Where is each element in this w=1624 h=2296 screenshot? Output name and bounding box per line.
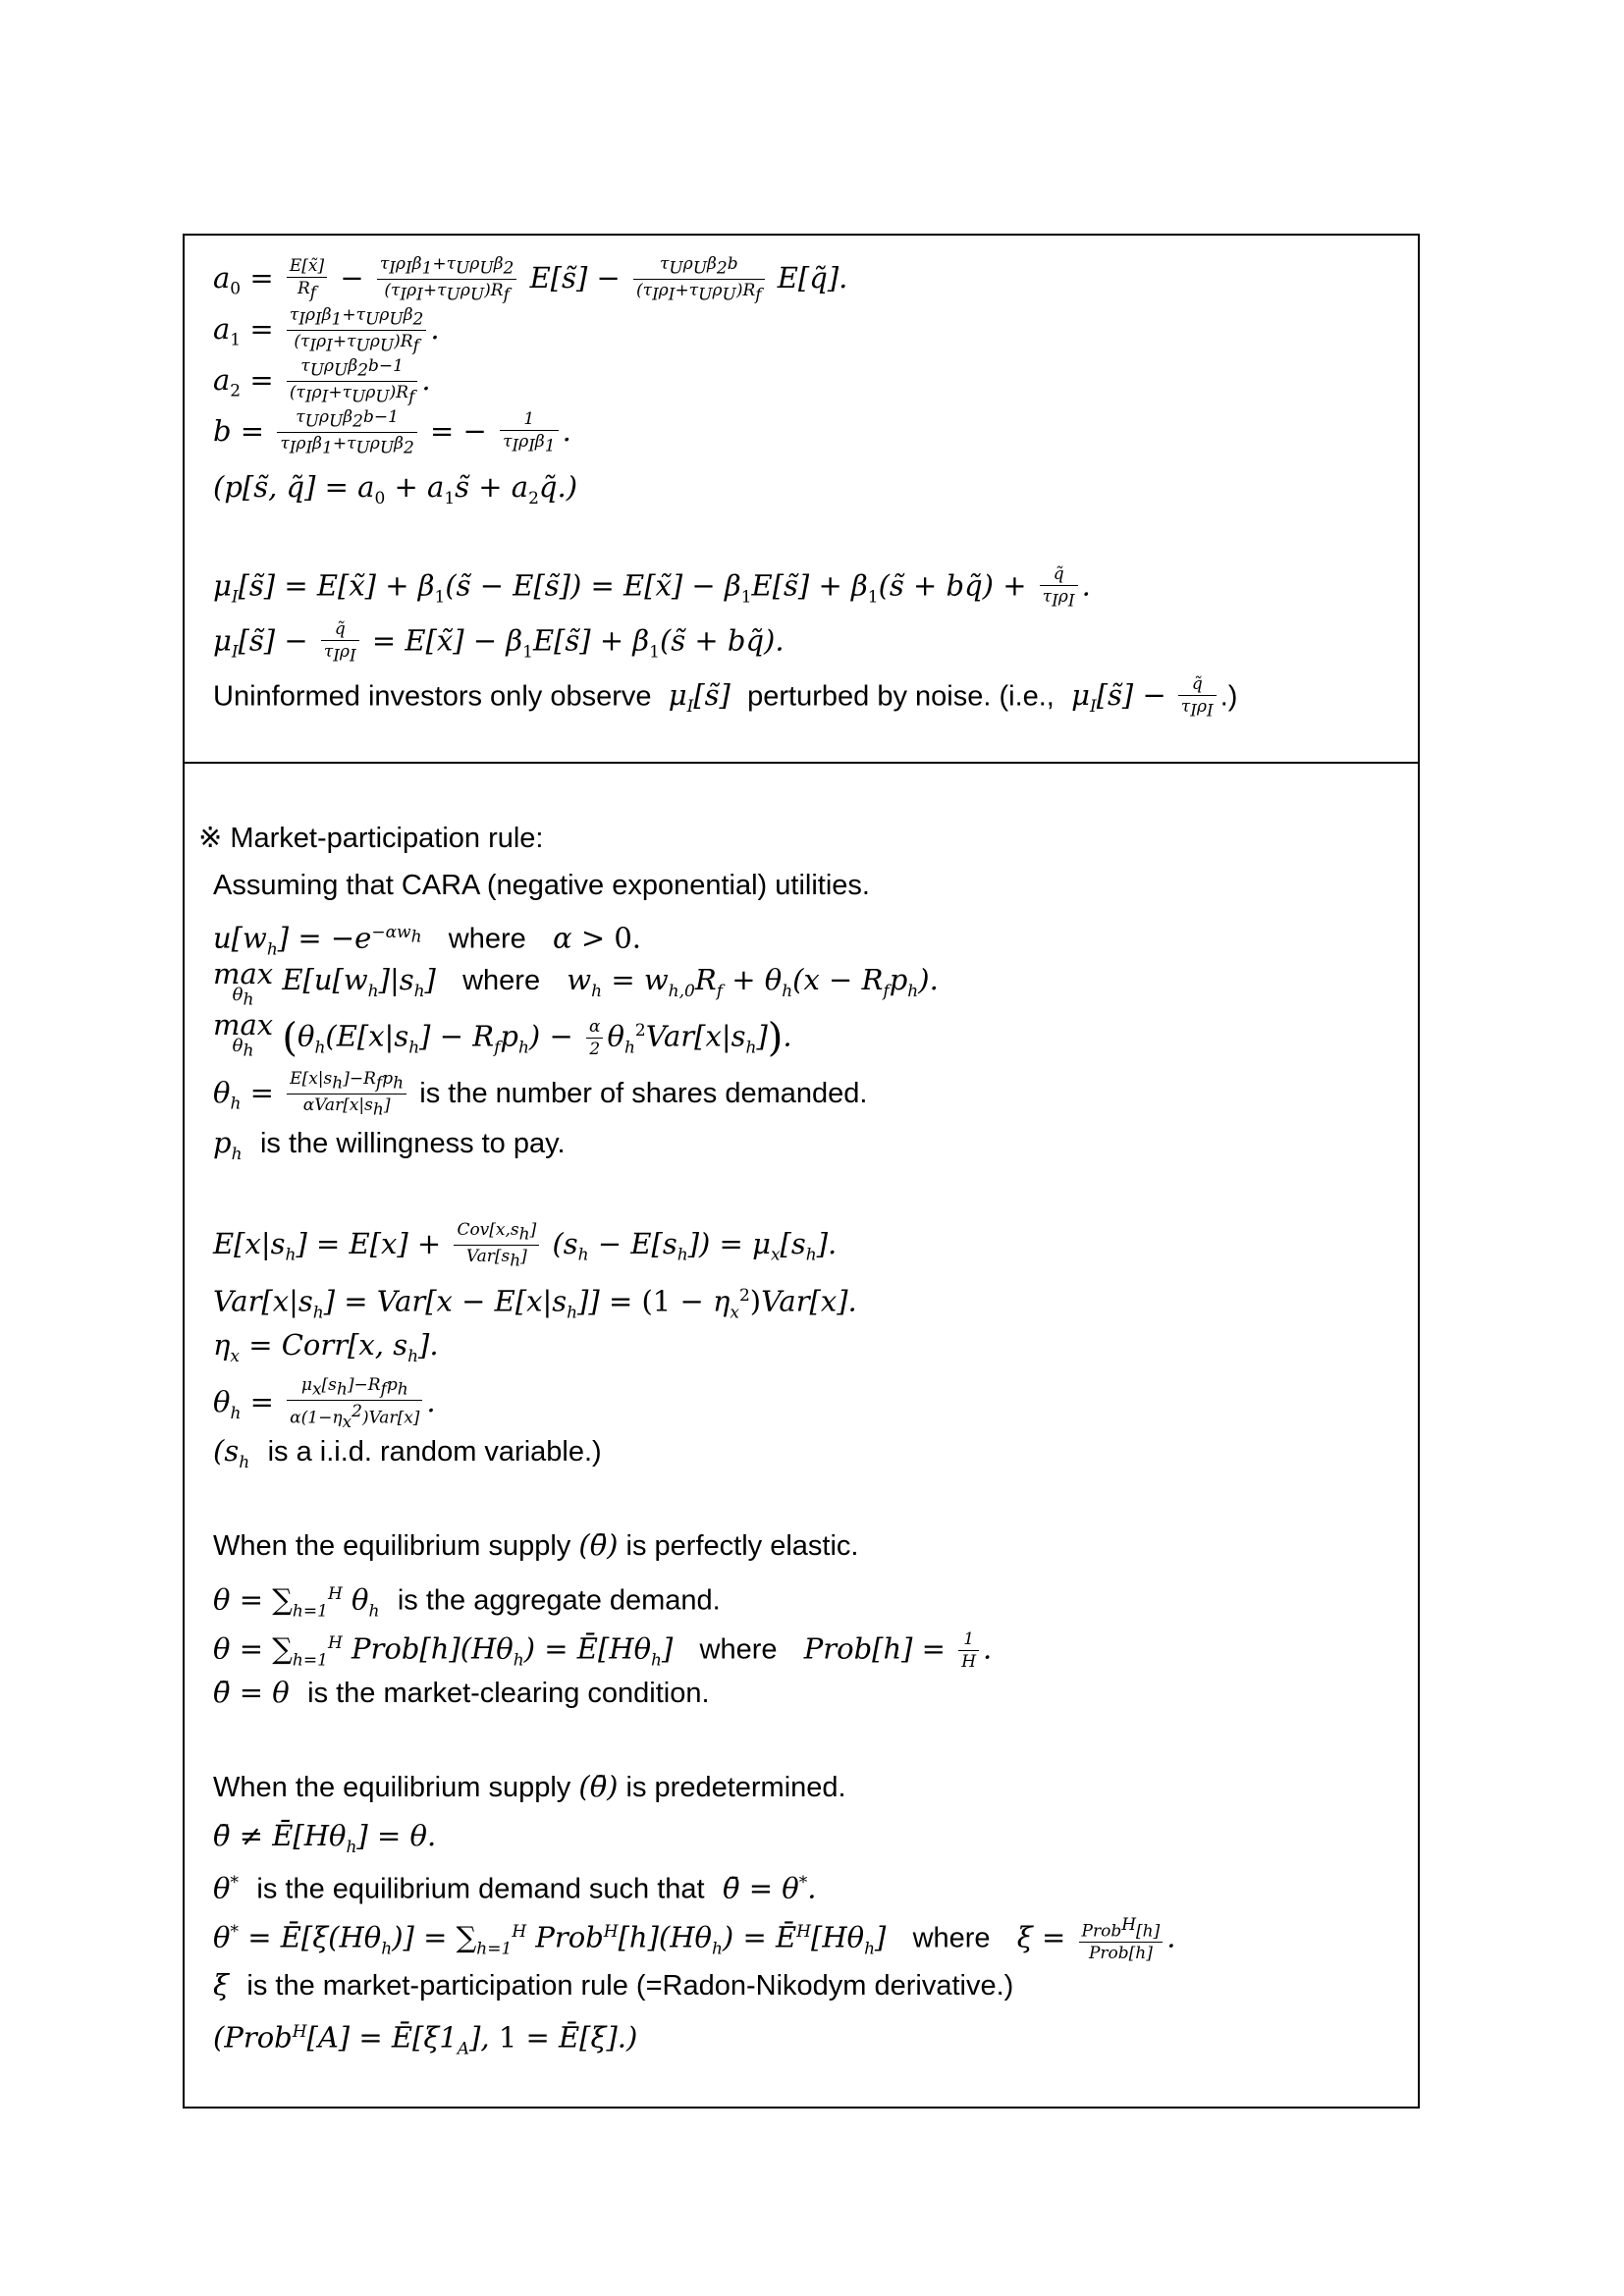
where-label: where	[462, 965, 541, 996]
where-label: where	[699, 1633, 778, 1666]
equation-price: (p[s̃, q̃] = $a_0$ + $a_1s̃$ + $a_2q̃$.)	[213, 470, 578, 508]
where-label: where	[912, 1922, 991, 1954]
equation-aggregate-demand: $\theta = \sum_{h=1}^H$ $\theta_h$ is the aggregate demand.	[213, 1582, 721, 1622]
iid-text: is a i.i.d. random variable.)	[267, 1436, 602, 1468]
aggregate-text: is the aggregate demand.	[397, 1584, 721, 1617]
elastic-title-line: When the equilibrium supply (θ̄) is perfectly elastic.	[213, 1528, 859, 1562]
equation-a0: $a_0$ = $\frac{E[x̃]}{R_f}$ − $\tau_I\rho_I\beta_1+\tau_U\rho_U\beta_2$ $(\tau_I\rho_I+\tau_U\rho_U)R_f$ E[s̃] − $\tau_U\rho_U\beta_2b$ $(\tau_I\rho_I+\tau_U\rho_U)R_f$ E[q̃].	[213, 254, 848, 305]
equation-mu-i: $\mu_I[s̃]$ = E[x̃] + $\beta_1(s̃$ − E[s̃]) = E[x̃] − $\beta_1E[s̃]$ + $\beta_1(s̃$ + bq̃) + q̃ $\tau_I\rho_I$ .	[213, 564, 1091, 612]
equation-max-mean-variance: max $\theta_h$ ($\theta_h(E[x|s_h] - R_fp_h)$ − $\frac{\alpha}{2}$ $\theta_h^2Var[x|s_h]$).	[213, 1008, 792, 1061]
where-label: where	[448, 923, 526, 955]
equation-prob-h: (Prob$^H$[A] = $Ē[\xi 1_A]$, 1 = Ē[ξ].)	[213, 2020, 638, 2059]
equation-not-equal: θ̄ ≠ $Ē[H\theta_h] = \theta$.	[213, 1819, 437, 1857]
uninformed-text-a: Uninformed investors only observe	[213, 680, 652, 713]
equation-a2: $a_2$ = $\tau_U\rho_U\beta_2b-1$ $(\tau_I\rho_I+\tau_U\rho_U)R_f$ .	[213, 356, 431, 407]
equation-theta-demand: $\theta_h$ = $E[x|s_h]-R_fp_h$ $\alpha Var[x|s_h]$ is the number of shares demanded.	[213, 1069, 868, 1120]
equation-conditional-variance: $Var[x|s_h] = Var[x - E[x|s_h]] = (1 - \eta_x^2)Var[x]$.	[213, 1284, 857, 1323]
shares-text: is the number of shares demanded.	[419, 1077, 868, 1109]
willingness-line: $p_h$ is the willingness to pay.	[213, 1126, 566, 1164]
equation-utility: $u[w_h] = -e^{-\alpha w_h}$ where α > 0.	[213, 921, 641, 960]
willingness-text: is the willingness to pay.	[259, 1128, 566, 1159]
market-participation-box	[183, 762, 1420, 2109]
clearing-text: is the market-clearing condition.	[307, 1678, 710, 1709]
equation-mu-i-shifted: $\mu_I[s̃]$ − q̃ $\tau_I\rho_I$ = E[x̃] − $\beta_1E[s̃]$ + $\beta_1(s̃$ + bq̃).	[213, 619, 785, 667]
uninformed-text-b: perturbed by noise. (i.e.,	[747, 680, 1055, 713]
equation-theta-star: $\theta^* = Ē[\xi(H\theta_h)] = \sum_{h=1}^H$ $Prob^H[h](H\theta_h)$ = $Ē^H[H\theta_h]$ where ξ = Prob$^H$[h] Prob[h] .	[213, 1914, 1176, 1964]
rule-text: is the market-participation rule (=Radon-Nikodym derivative.)	[246, 1970, 1014, 2002]
assumption-text: Assuming that CARA (negative exponential) utilities.	[213, 870, 870, 901]
section-heading	[198, 819, 543, 858]
iid-line: ($s_h$ is a i.i.d. random variable.)	[213, 1434, 602, 1472]
equation-correlation: $\eta_x$ = Corr[x, $s_h$].	[213, 1328, 439, 1366]
equation-theta-mu: $\theta_h$ = $\mu_x[s_h]-R_fp_h$ $\alpha(1-\eta_x^2)Var[x]$ .	[213, 1375, 436, 1433]
equation-a1: $a_1$ = $\tau_I\rho_I\beta_1+\tau_U\rho_U\beta_2$ $(\tau_I\rho_I+\tau_U\rho_U)R_f$ .	[213, 305, 440, 356]
predet-title-a: When the equilibrium supply	[213, 1772, 571, 1803]
elastic-title-a: When the equilibrium supply	[213, 1530, 571, 1562]
equilibrium-coefficients-box	[183, 234, 1420, 764]
heading-text: ※ Market-participation rule:	[198, 823, 544, 854]
predet-title-b: is predetermined.	[625, 1772, 846, 1803]
eqdemand-text: is the equilibrium demand such that	[256, 1873, 705, 1905]
assumption-line	[213, 866, 870, 905]
equation-max-expected-utility: max $\theta_h$ $E[u[w_h]|s_h]$ where $w_h = w_{h,0}R_f + \theta_h(x - R_fp_h)$.	[213, 957, 939, 1010]
equilibrium-demand-line: θ* is the equilibrium demand such that θ̄ = θ*.	[213, 1871, 817, 1905]
equation-aggregate-prob: $\theta = \sum_{h=1}^H$ $Prob[h](H\theta_h)$ = $Ē[H\theta_h]$ where Prob[h] = $\frac{1}{H}$ .	[213, 1629, 993, 1673]
market-clearing-line: θ̄ = θ is the market-clearing condition.	[213, 1676, 710, 1709]
predetermined-title-line: When the equilibrium supply (θ̄) is predetermined.	[213, 1770, 846, 1803]
elastic-title-b: is perfectly elastic.	[625, 1530, 859, 1562]
uninformed-observation-line: Uninformed investors only observe $\mu_I[s̃]$ perturbed by noise. (i.e., $\mu_I[s̃]$ − q̃ $\tau_I\rho_I$ .)	[213, 674, 1238, 721]
rule-line: ξ is the market-participation rule (=Radon-Nikodym derivative.)	[213, 1968, 1014, 2002]
equation-b: b = $\tau_U\rho_U\beta_2b-1$ $\tau_I\rho_I\beta_1+\tau_U\rho_U\beta_2$ = − 1 $\tau_I\rho_I\beta_1$ .	[213, 407, 571, 458]
equation-conditional-mean: $E[x|s_h] = E[x]$ + $Cov[x,s_h]$ $Var[s_h]$ $(s_h - E[s_h]) = \mu_x[s_h]$.	[213, 1220, 838, 1271]
